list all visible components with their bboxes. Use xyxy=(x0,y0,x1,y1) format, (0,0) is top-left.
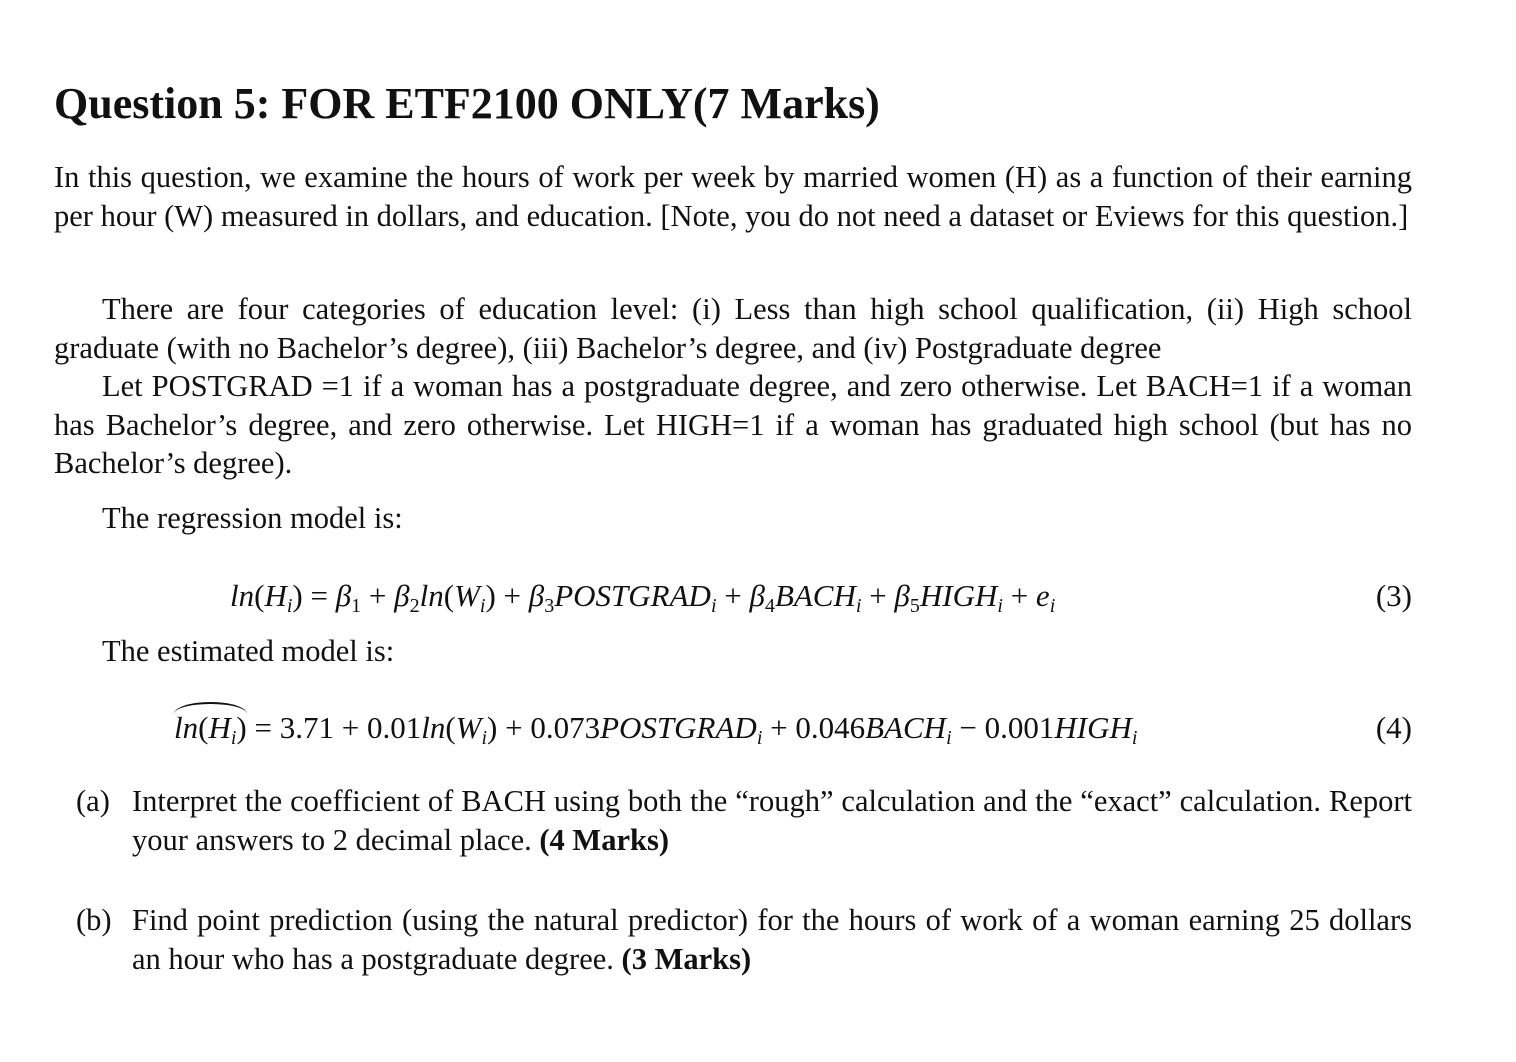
estimated-model-label: The estimated model is: xyxy=(102,634,395,668)
question-item-b xyxy=(76,901,1412,978)
equation-number-3: (3) xyxy=(1375,578,1412,613)
question-item-a xyxy=(76,782,1412,859)
definitions-paragraph: Let POSTGRAD =1 if a woman has a postgraduate degree, and zero otherwise. Let BACH=1 if a woman has Bachelor’s degree, and zero otherwise. Let HIGH=1 if a woman has graduated high school (but has no Bachelor’s degree). xyxy=(54,369,1412,480)
equation-number-4: (4) xyxy=(1375,710,1412,745)
intro-paragraph: In this question, we examine the hours of work per week by married women (H) as a function of their earning per hour (W) measured in dollars, and education. [Note, you do not need a dataset or Eviews for this question.] xyxy=(54,160,1412,233)
estimated-equation xyxy=(54,706,1412,750)
item-marks-a: (4 Marks) xyxy=(539,822,669,857)
estimate-hat: $\ln(H_i)$ xyxy=(174,706,247,750)
item-marks-b: (3 Marks) xyxy=(621,941,752,976)
item-text-a: Interpret the coefficient of BACH using both the “rough” calculation and the “exact” calculation. Report your answers to 2 decimal place. (4 Marks) xyxy=(132,784,1412,857)
estimated-equation-body: $\ln(H_i) = 3.71 + 0.01\ln(W_i)$ + $0.073POSTGRAD_i$ + $0.046BACH_i$ − $0.001HIGH_i$ xyxy=(174,706,1137,750)
regression-equation xyxy=(54,574,1412,618)
regression-equation-body: $\ln(H_i) = \beta_1 + \beta_2\ln(W_i)$ + $\beta_3POSTGRAD_i$ + $\beta_4BACH_i$ + $\beta_5HIGH_i + e_i$ xyxy=(230,578,1056,617)
question-title: Question 5: FOR ETF2100 ONLY(7 Marks) xyxy=(54,79,880,128)
item-text-b: Find point prediction (using the natural predictor) for the hours of work of a woman earning 25 dollars an hour who has a postgraduate degree. (3 Marks) xyxy=(132,903,1412,976)
item-label-a: (a) xyxy=(76,784,110,818)
categories-paragraph: There are four categories of education level: (i) Less than high school qualification, (ii) High school graduate (with no Bachelor’s degree), (iii) Bachelor’s degree, and (iv) Postgraduate degree xyxy=(54,292,1412,365)
item-label-b: (b) xyxy=(76,903,112,937)
regression-model-label: The regression model is: xyxy=(102,501,403,535)
